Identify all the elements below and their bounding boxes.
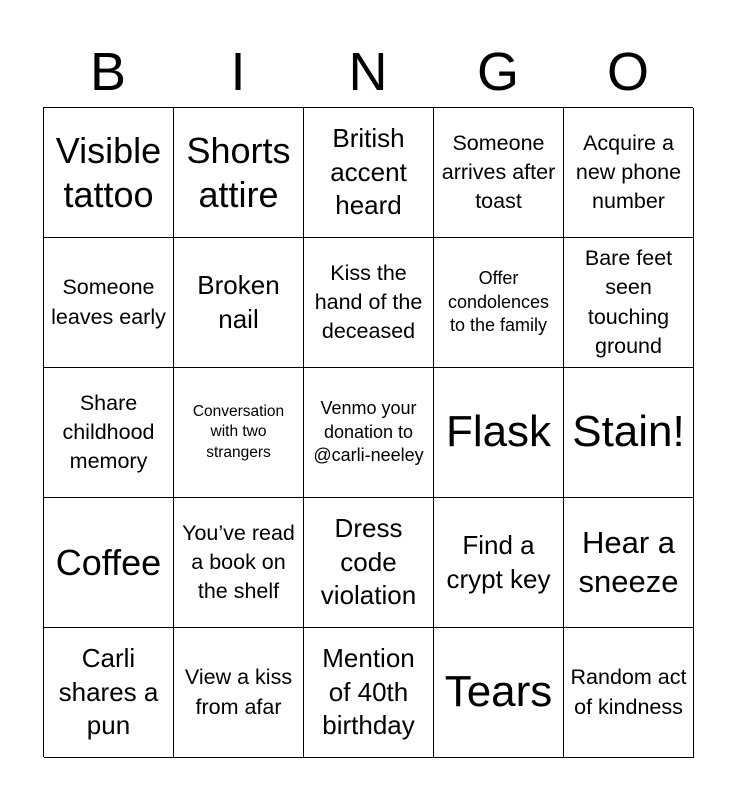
cell-text: Visible tattoo (55, 130, 162, 215)
bingo-cell-r5-c1[interactable] (44, 628, 174, 758)
cell-text: Someone leaves early (51, 275, 166, 329)
bingo-cell-r4-c3[interactable] (304, 498, 434, 628)
cell-text: British accent heard (330, 122, 407, 221)
bingo-cell-r1-c1[interactable] (44, 108, 174, 238)
bingo-cell-r2-c1[interactable] (44, 238, 174, 368)
header-letter-i: I (230, 42, 246, 102)
bingo-cell-r4-c2[interactable] (174, 498, 304, 628)
cell-text: Shorts attire (186, 130, 291, 215)
cell-text: Share childhood memory (62, 390, 155, 473)
cell-text: Hear a sneeze (578, 524, 679, 599)
bingo-cell-r2-c3[interactable] (304, 238, 434, 368)
bingo-header (43, 40, 693, 104)
bingo-cell-r3-c3[interactable] (304, 368, 434, 498)
bingo-cell-r4-c4[interactable] (434, 498, 564, 628)
bingo-cell-r1-c5[interactable] (564, 108, 694, 238)
bingo-cell-r2-c5[interactable] (564, 238, 694, 368)
cell-text: Venmo your donation to @carli-neeley (313, 398, 424, 466)
header-letter-b: B (89, 42, 127, 102)
cell-text: Acquire a new phone number (575, 130, 682, 213)
bingo-cell-r1-c3[interactable] (304, 108, 434, 238)
bingo-cell-r5-c3[interactable] (304, 628, 434, 758)
cell-text: Mention of 40th birthday (322, 642, 415, 741)
cell-text: Someone arrives after toast (441, 130, 556, 213)
header-letter-n: N (348, 42, 388, 102)
cell-text: Broken nail (197, 269, 280, 334)
bingo-cell-r1-c2[interactable] (174, 108, 304, 238)
cell-text: Random act of kindness (570, 665, 687, 719)
bingo-cell-r4-c5[interactable] (564, 498, 694, 628)
cell-text: Find a crypt key (446, 529, 551, 594)
cell-text: Carli shares a pun (58, 642, 159, 741)
bingo-cell-r2-c4[interactable] (434, 238, 564, 368)
cell-text: Coffee (55, 541, 162, 583)
cell-text: Stain! (572, 407, 685, 457)
cell-text: View a kiss from afar (184, 665, 293, 719)
bingo-cell-r3-c1[interactable] (44, 368, 174, 498)
bingo-cell-r4-c1[interactable] (44, 498, 174, 628)
bingo-cell-r3-c4[interactable] (434, 368, 564, 498)
cell-text: Dress code violation (320, 512, 417, 611)
bingo-cell-r5-c2[interactable] (174, 628, 304, 758)
cell-text: Conversation with two strangers (192, 403, 285, 461)
bingo-cell-r1-c4[interactable] (434, 108, 564, 238)
bingo-cell-r3-c2[interactable] (174, 368, 304, 498)
cell-text: Flask (445, 407, 552, 457)
bingo-cell-r5-c5[interactable] (564, 628, 694, 758)
cell-text: Bare feet seen touching ground (584, 246, 673, 358)
header-letter-g: G (476, 42, 519, 102)
bingo-cell-r3-c5[interactable] (564, 368, 694, 498)
cell-text: You’ve read a book on the shelf (182, 520, 295, 603)
header-letter-o: O (606, 42, 649, 102)
bingo-cell-r2-c2[interactable] (174, 238, 304, 368)
bingo-board (43, 107, 693, 757)
cell-text: Offer condolences to the family (447, 268, 550, 336)
bingo-cell-r5-c4[interactable] (434, 628, 564, 758)
cell-text: Tears (444, 667, 553, 717)
cell-text: Kiss the hand of the deceased (314, 260, 423, 343)
